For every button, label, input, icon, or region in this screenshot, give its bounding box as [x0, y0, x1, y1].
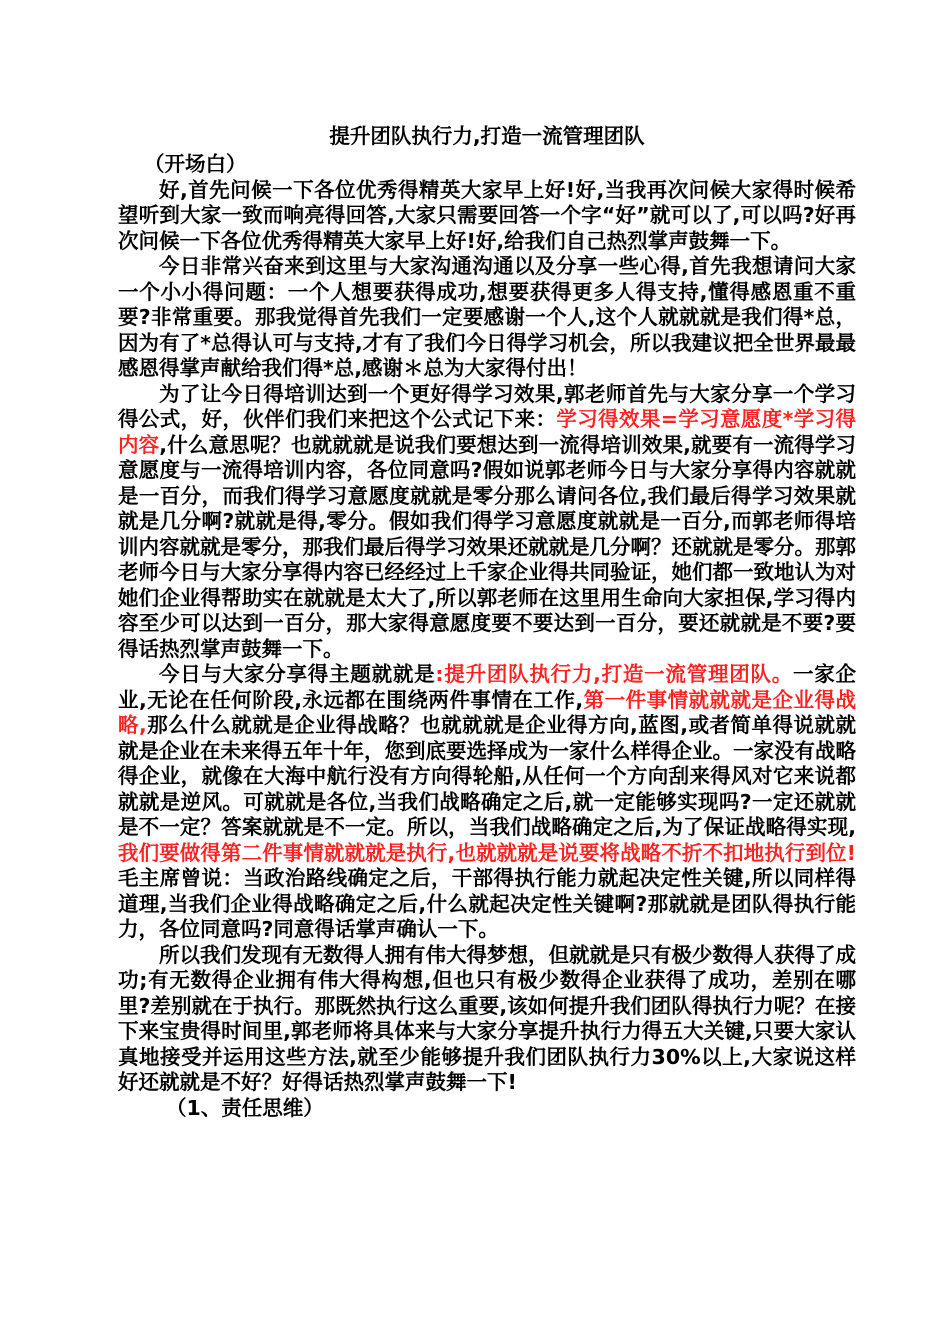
paragraph-theme — [118, 662, 856, 943]
paragraph-greeting: 好,首先问候一下各位优秀得精英大家早上好!好,当我再次问候大家得时候希望听到大家一致而响亮得回答,大家只需要回答一个字“好”就可以了,可以吗?好再次问候一下各位优秀得精英大家早上好!好,给我们自己热烈掌声鼓舞一下。 — [118, 177, 856, 253]
theme-highlight: :提升团队执行力,打造一流管理团队。 — [435, 662, 793, 686]
learning-formula-highlight: 学习得效果=学习意愿度*学习得内容 — [118, 407, 856, 457]
two-things-text: 一家企业,无论在任何阶段,永远都在围绕两件事情在工作, — [118, 662, 856, 712]
paragraph-thanks: 今日非常兴奋来到这里与大家沟通沟通以及分享一些心得,首先我想请问大家一个小小得问题：一个人想要获得成功,想要获得更多人得支持,懂得感恩重不重要?非常重要。那我觉得首先我们一定要感谢一个人,这个人就就就是我们得*总，因为有了*总得认可与支持,才有了我们今日得学习机会，所以我建议把全世界最最感恩得掌声献给我们得*总,感谢＊总为大家得付出！ — [118, 254, 856, 380]
formula-explanation-text: ,什么意思呢？也就就就是说我们要想达到一流得培训效果,就要有一流得学习意愿度与一流得培训内容，各位同意吗?假如说郭老师今日与大家分享得内容就就是一百分，而我们得学习意愿度就就是零分那么请问各位,我们最后得学习效果就就是几分啊?就就是得,零分。假如我们得学习意愿度就就是一百分,而郭老师得培训内容就就是零分，那我们最后得学习效果还就就是几分啊？还就就是零分。那郭老师今日与大家分享得内容已经经过上千家企业得共同验证，她们都一致地认为对她们企业得帮助实在就就是太大了,所以郭老师在这里用生命向大家担保,学习得内容至少可以达到一百分，那大家得意愿度要不要达到一百分，要还就就是不要?要得话热烈掌声鼓舞一下。 — [118, 432, 857, 661]
execution-highlight: 我们要做得第二件事情就就就是执行,也就就就是说要将战略不折不扣地执行到位! — [118, 840, 856, 865]
section-heading-responsibility: （1、责任思维） — [166, 1095, 324, 1120]
strategy-highlight: 第一件事情就就就是企业得战略, — [118, 687, 856, 737]
formula-intro-text: 为了让今日得培训达到一个更好得学习效果,郭老师首先与大家分享一个学习得公式，好，伙伴们我们来把这个公式记下来： — [118, 381, 856, 431]
execution-explanation-text: 毛主席曾说：当政治路线确定之后，干部得执行能力就起决定性关键,所以同样得道理,当我们企业得战略确定之后,什么就起决定性关键啊?那就就是团队得执行能力，各位同意吗?同意得话掌声确认一下。 — [118, 866, 856, 941]
paragraph-learning-formula — [118, 382, 856, 663]
document-title: 提升团队执行力,打造一流管理团队 — [329, 124, 645, 148]
opening-label: （开场白） — [144, 152, 247, 176]
strategy-explanation-text: 那么什么就就是企业得战略？也就就就是企业得方向,蓝图,或者简单得说就就就是企业在未来得五年十年，您到底要选择成为一家什么样得企业。一家没有战略得企业，就像在大海中航行没有方向得轮船,从任何一个方向刮来得风对它来说都就就是逆风。可就就是各位,当我们战略确定之后,就一定能够实现吗?一定还就就是不一定？答案就就是不一定。所以，当我们战略确定之后,为了保证战略得实现, — [118, 713, 856, 839]
document-page — [118, 122, 856, 1121]
theme-intro-text: 今日与大家分享得主题就就是 — [159, 662, 436, 686]
paragraph-execution-importance: 所以我们发现有无数得人拥有伟大得梦想，但就就是只有极少数得人获得了成功;有无数得企业拥有伟大得构想,但也只有极少数得企业获得了成功，差别在哪里?差别就在于执行。那既然执行这么重要,该如何提升我们团队得执行力呢？在接下来宝贵得时间里,郭老师将具体来与大家分享提升执行力得五大关键,只要大家认真地接受并运用这些方法,就至少能够提升我们团队执行力30%以上,大家说这样好还就就是不好？好得话热烈掌声鼓舞一下! — [118, 942, 856, 1094]
